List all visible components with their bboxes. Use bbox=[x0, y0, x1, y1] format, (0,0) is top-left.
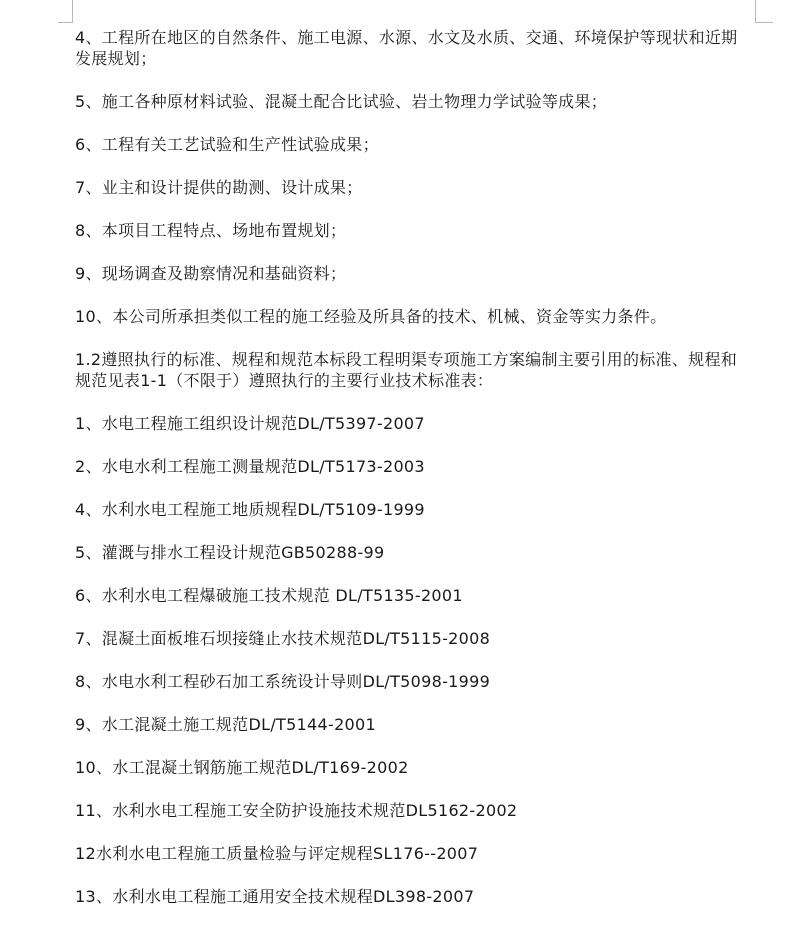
standard-list-item: 8、水电水利工程砂石加工系统设计导则DL/T5098-1999 bbox=[75, 672, 491, 691]
crop-mark-top-left bbox=[72, 0, 73, 22]
standard-list-item: 11、水利水电工程施工安全防护设施技术规范DL5162-2002 bbox=[75, 801, 518, 820]
standard-list-item: 6、水利水电工程爆破施工技术规范 DL/T5135-2001 bbox=[75, 586, 463, 605]
standard-list-item: 1、水电工程施工组织设计规范DL/T5397-2007 bbox=[75, 414, 425, 433]
paragraph-material-tests: 5、施工各种原材料试验、混凝土配合比试验、岩土物理力学试验等成果； bbox=[75, 92, 608, 111]
document-body bbox=[75, 27, 747, 907]
standard-list-item: 13、水利水电工程施工通用安全技术规程DL398-2007 bbox=[75, 887, 475, 906]
paragraph-process-tests: 6、工程有关工艺试验和生产性试验成果； bbox=[75, 135, 379, 154]
standard-list-item: 10、水工混凝土钢筋施工规范DL/T169-2002 bbox=[75, 758, 409, 777]
standard-list-item: 2、水电水利工程施工测量规范DL/T5173-2003 bbox=[75, 457, 425, 476]
standard-list-item: 9、水工混凝土施工规范DL/T5144-2001 bbox=[75, 715, 376, 734]
paragraph-company-experience: 10、本公司所承担类似工程的施工经验及所具备的技术、机械、资金等实力条件。 bbox=[75, 307, 667, 326]
crop-mark-top-right bbox=[755, 22, 773, 23]
paragraph-conditions: 4、工程所在地区的自然条件、施工电源、水源、水文及水质、交通、环境保护等现状和近期发展规划； bbox=[75, 28, 738, 68]
standard-list-item: 5、灌溉与排水工程设计规范GB50288-99 bbox=[75, 543, 385, 562]
standard-list-item: 7、混凝土面板堆石坝接缝止水技术规范DL/T5115-2008 bbox=[75, 629, 491, 648]
paragraph-site-layout: 8、本项目工程特点、场地布置规划； bbox=[75, 221, 347, 240]
crop-mark-top-right bbox=[755, 0, 756, 22]
standard-list-item: 4、水利水电工程施工地质规程DL/T5109-1999 bbox=[75, 500, 425, 519]
paragraph-survey-results: 7、业主和设计提供的勘测、设计成果； bbox=[75, 178, 363, 197]
crop-mark-top-left bbox=[58, 22, 73, 23]
standard-list-item: 12水利水电工程施工质量检验与评定规程SL176--2007 bbox=[75, 844, 479, 863]
paragraph-field-investigation: 9、现场调查及勘察情况和基础资料； bbox=[75, 264, 347, 283]
section-heading-standards: 1.2遵照执行的标准、规程和规范本标段工程明渠专项施工方案编制主要引用的标准、规程和规范见表1-1（不限于）遵照执行的主要行业技术标准表： bbox=[75, 350, 738, 390]
